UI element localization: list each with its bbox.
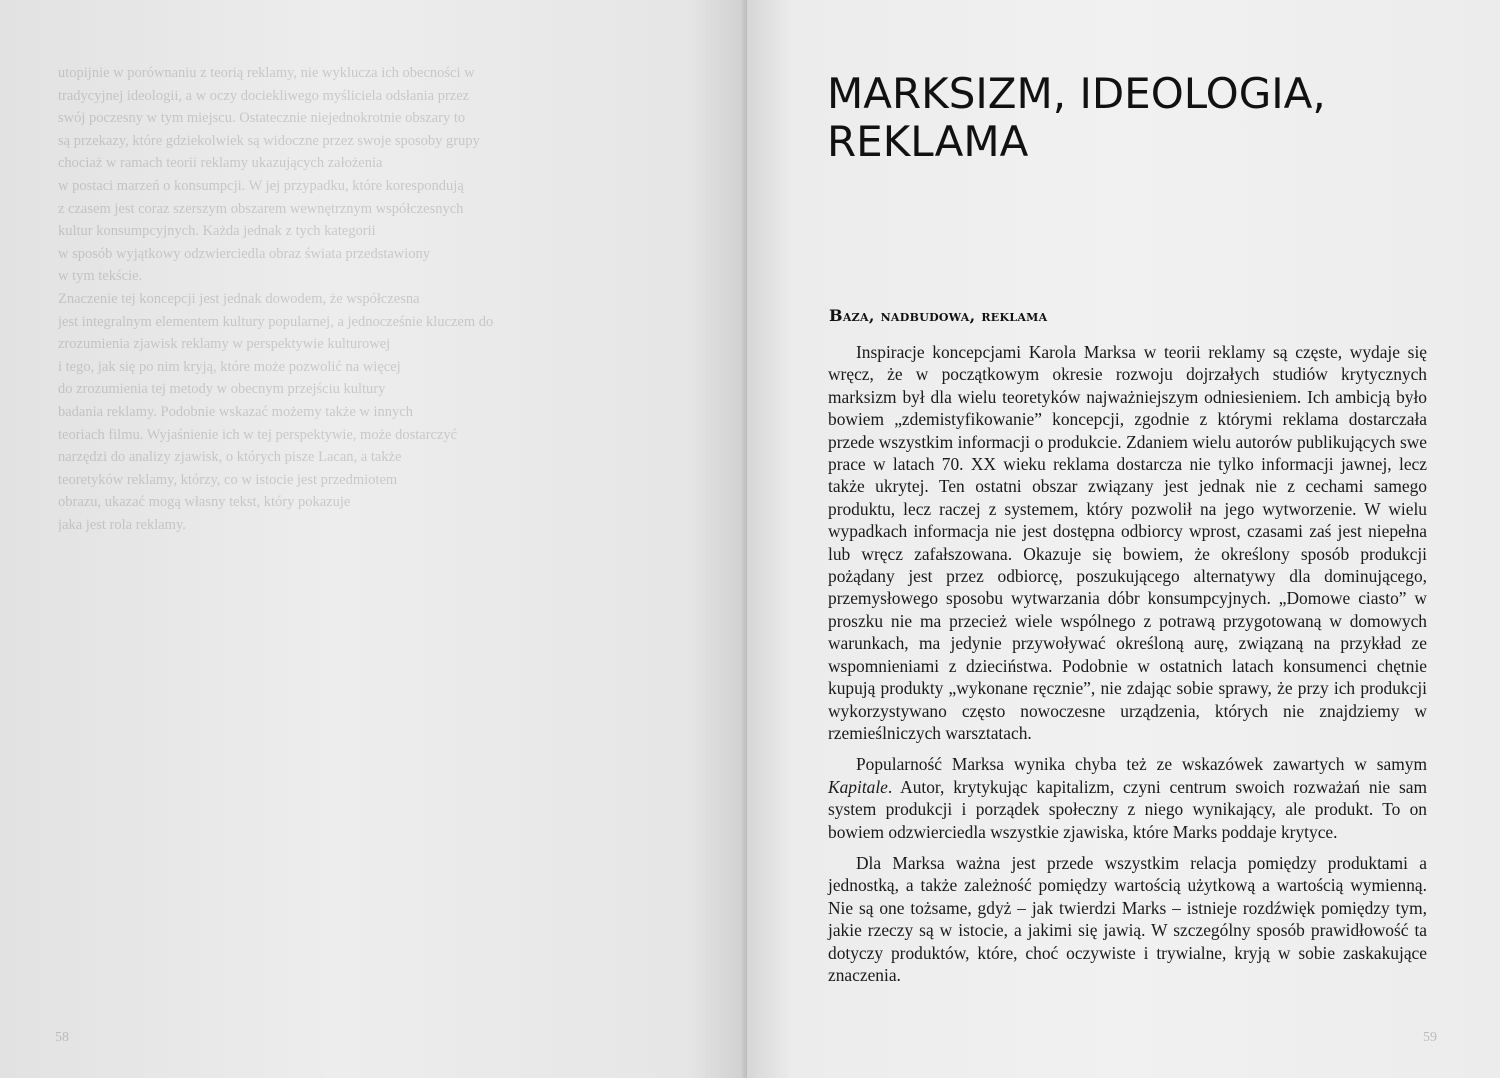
left-page bbox=[0, 0, 747, 1078]
body-text bbox=[828, 341, 1427, 995]
bleed-line: chociaż w ramach teorii reklamy ukazujących założenia bbox=[58, 155, 383, 172]
paragraph-2-end: . Autor, krytykując kapitalizm, czyni centrum swoich rozważań nie sam system produkcji i porządek społeczny z niego wynikający, ale produkt. To on bowiem odzwierciedla wszystkie zjawiska, które Marks poddaje krytyce. bbox=[828, 776, 1427, 842]
bleed-line: jaka jest rola reklamy. bbox=[58, 516, 186, 533]
bleed-line: zrozumienia zjawisk reklamy w perspektywie kulturowej bbox=[58, 336, 391, 353]
page-number-left: 58 bbox=[55, 1030, 69, 1045]
page-number-right: 59 bbox=[1423, 1030, 1437, 1045]
bleed-line: Znaczenie tej koncepcji jest jednak dowodem, że współczesna bbox=[58, 290, 420, 307]
book-title-kapital: Kapitale bbox=[828, 776, 888, 797]
bleed-line: są przekazy, które gdziekolwiek są widoczne przez swoje sposoby grupy bbox=[58, 132, 480, 149]
bleed-line: swój poczesny w tym miejscu. Ostatecznie niejednokrotnie obszary to bbox=[58, 110, 466, 127]
paragraph-2 bbox=[828, 753, 1427, 843]
section-heading: Baza, nadbudowa, reklama bbox=[829, 306, 1048, 325]
bleed-line: utopijnie w porównaniu z teorią reklamy, nie wyklucza ich obecności w bbox=[58, 65, 475, 81]
bleed-line: kultur konsumpcyjnych. Każda jednak z tych kategorii bbox=[58, 223, 376, 240]
bleed-line: teoretyków reklamy, którzy, co w istocie jest przedmiotem bbox=[58, 471, 398, 488]
paragraph-3: Dla Marksa ważna jest przede wszystkim relacja pomiędzy produktami a jednostką, a także zależność pomiędzy wartością użytkową a wartością wymienną. Nie są one tożsame, gdyż – jak twierdzi Marks – istnieje rozdźwięk pomiędzy tym, jakie rzeczy są w istocie, a jakimi się jawią. W szczególny sposób prawidłowość ta dotyczy produktów, które, choć oczywiste i trywialne, kryją w sobie zaskakujące znaczenia. bbox=[828, 852, 1427, 985]
right-page bbox=[747, 0, 1500, 1078]
bleed-line: obrazu, ukazać mogą własny tekst, który pokazuje bbox=[58, 494, 351, 511]
bleed-line: narzędzi do analizy zjawisk, o których pisze Lacan, a także bbox=[58, 449, 402, 466]
paragraph-1: Inspiracje koncepcjami Karola Marksa w teorii reklamy są częste, wydaje się wręcz, że w początkowym okresie rozwoju dojrzałych studiów krytycznych marksizm był dla wielu teoretyków najważniejszym odniesieniem. Ich ambicją było bowiem „zdemistyfikowanie” koncepcji, zgodnie z którymi reklama dostarczała przede wszystkim informacji o produkcie. Zdaniem wielu autorów publikujących swe prace w latach 70. XX wieku reklama dostarcza nie tylko informacji jawnej, lecz także ukrytej. Ten ostatni obszar związany jest jednak nie z cechami samego produktu, lecz raczej z systemem, który pozwolił na jego wytworzenie. W wielu wypadkach informacja nie jest dostępna odbiorcy wprost, czasami zaś jest niepełna lub wręcz zafałszowana. Okazuje się bowiem, że określony sposób produkcji pożądany jest przez odbiorcę, poszukującego alternatywy dla dominującego, przemysłowego sposobu wytwarzania dóbr konsumpcyjnych. „Domowe ciasto” w proszku nie ma przecież wiele wspólnego z potrawą przygotowaną w domowych warunkach, ma jedynie przywoływać określoną aurę, związaną na przykład ze wspomnieniami z dzieciństwa. Podobnie w ostatnich latach konsumenci chętnie kupują produkty „wykonane ręcznie”, nie zdając sobie sprawy, że przy ich produkcji wykorzystywano często nowoczesne urządzenia, których nie znajdziemy w rzemieślniczych warsztatach. bbox=[828, 342, 1427, 743]
bleed-line: tradycyjnej ideologii, a w oczy dociekliwego myśliciela odsłania przez bbox=[58, 87, 470, 104]
show-through-text bbox=[58, 62, 626, 536]
paragraph-2-start: Popularność Marksa wynika chyba też ze wskazówek zawartych w samym bbox=[856, 754, 1427, 775]
bleed-line: i tego, jak się po nim kryją, które może pozwolić na więcej bbox=[58, 358, 401, 375]
bleed-line: w postaci marzeń o konsumpcji. W jej przypadku, które korespondują bbox=[58, 177, 464, 194]
bleed-line: jest integralnym elementem kultury popularnej, a jednocześnie kluczem do bbox=[58, 313, 494, 330]
bleed-line: teoriach filmu. Wyjaśnienie ich w tej perspektywie, może dostarczyć bbox=[58, 426, 458, 443]
chapter-title: MARKSIZM, IDEOLOGIA, REKLAMA bbox=[827, 69, 1326, 166]
bleed-line: do zrozumienia tej metody w obecnym przejściu kultury bbox=[58, 381, 386, 398]
bleed-line: w tym tekście. bbox=[58, 268, 143, 285]
bleed-line: z czasem jest coraz szerszym obszarem wewnętrznym współczesnych bbox=[58, 200, 464, 217]
bleed-line: badania reklamy. Podobnie wskazać możemy także w innych bbox=[58, 403, 413, 420]
bleed-line: w sposób wyjątkowy odzwierciedla obraz świata przedstawiony bbox=[58, 245, 431, 262]
